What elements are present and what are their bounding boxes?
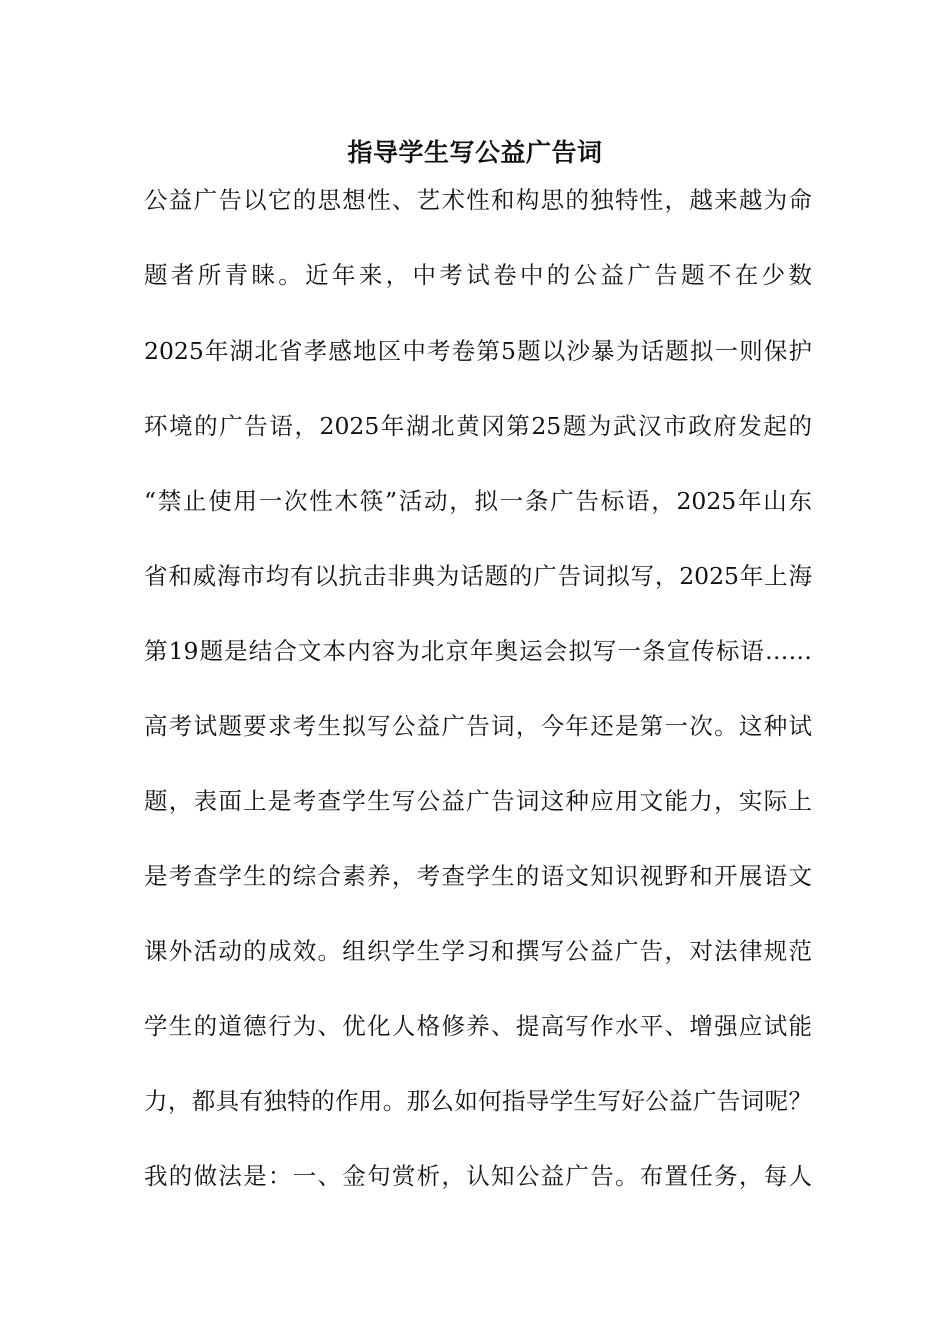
- paragraph-line-11: 课外活动的成效。组织学生学习和撰写公益广告，对法律规范: [144, 937, 812, 965]
- paragraph-line-13: 力，都具有独特的作用。那么如何指导学生写好公益广告词呢？: [144, 1087, 812, 1115]
- paragraph-line-10: 是考查学生的综合素养，考查学生的语文知识视野和开展语文: [144, 862, 812, 890]
- paragraph-line-14: 我的做法是：一、金句赏析，认知公益广告。布置任务，每人: [144, 1162, 812, 1190]
- paragraph-line-4: 环境的广告语，2025年湖北黄冈第25题为武汉市政府发起的: [144, 412, 812, 440]
- paragraph-line-12: 学生的道德行为、优化人格修养、提高写作水平、增强应试能: [144, 1012, 812, 1040]
- paragraph-line-8: 高考试题要求考生拟写公益广告词，今年还是第一次。这种试: [144, 712, 812, 740]
- document-title: 指导学生写公益广告词: [347, 138, 603, 167]
- paragraph-line-7: 第19题是结合文本内容为北京年奥运会拟写一条宣传标语……: [144, 637, 812, 665]
- paragraph-line-3: 2025年湖北省孝感地区中考卷第5题以沙暴为话题拟一则保护: [144, 337, 812, 365]
- paragraph-line-5: “禁止使用一次性木筷”活动，拟一条广告标语，2025年山东: [144, 487, 812, 515]
- paragraph-line-6: 省和威海市均有以抗击非典为话题的广告词拟写，2025年上海: [144, 562, 812, 590]
- paragraph-line-9: 题，表面上是考查学生写公益广告词这种应用文能力，实际上: [144, 787, 812, 815]
- paragraph-line-1: 公益广告以它的思想性、艺术性和构思的独特性，越来越为命: [144, 186, 812, 214]
- paragraph-line-2: 题者所青睐。近年来，中考试卷中的公益广告题不在少数: [144, 261, 812, 289]
